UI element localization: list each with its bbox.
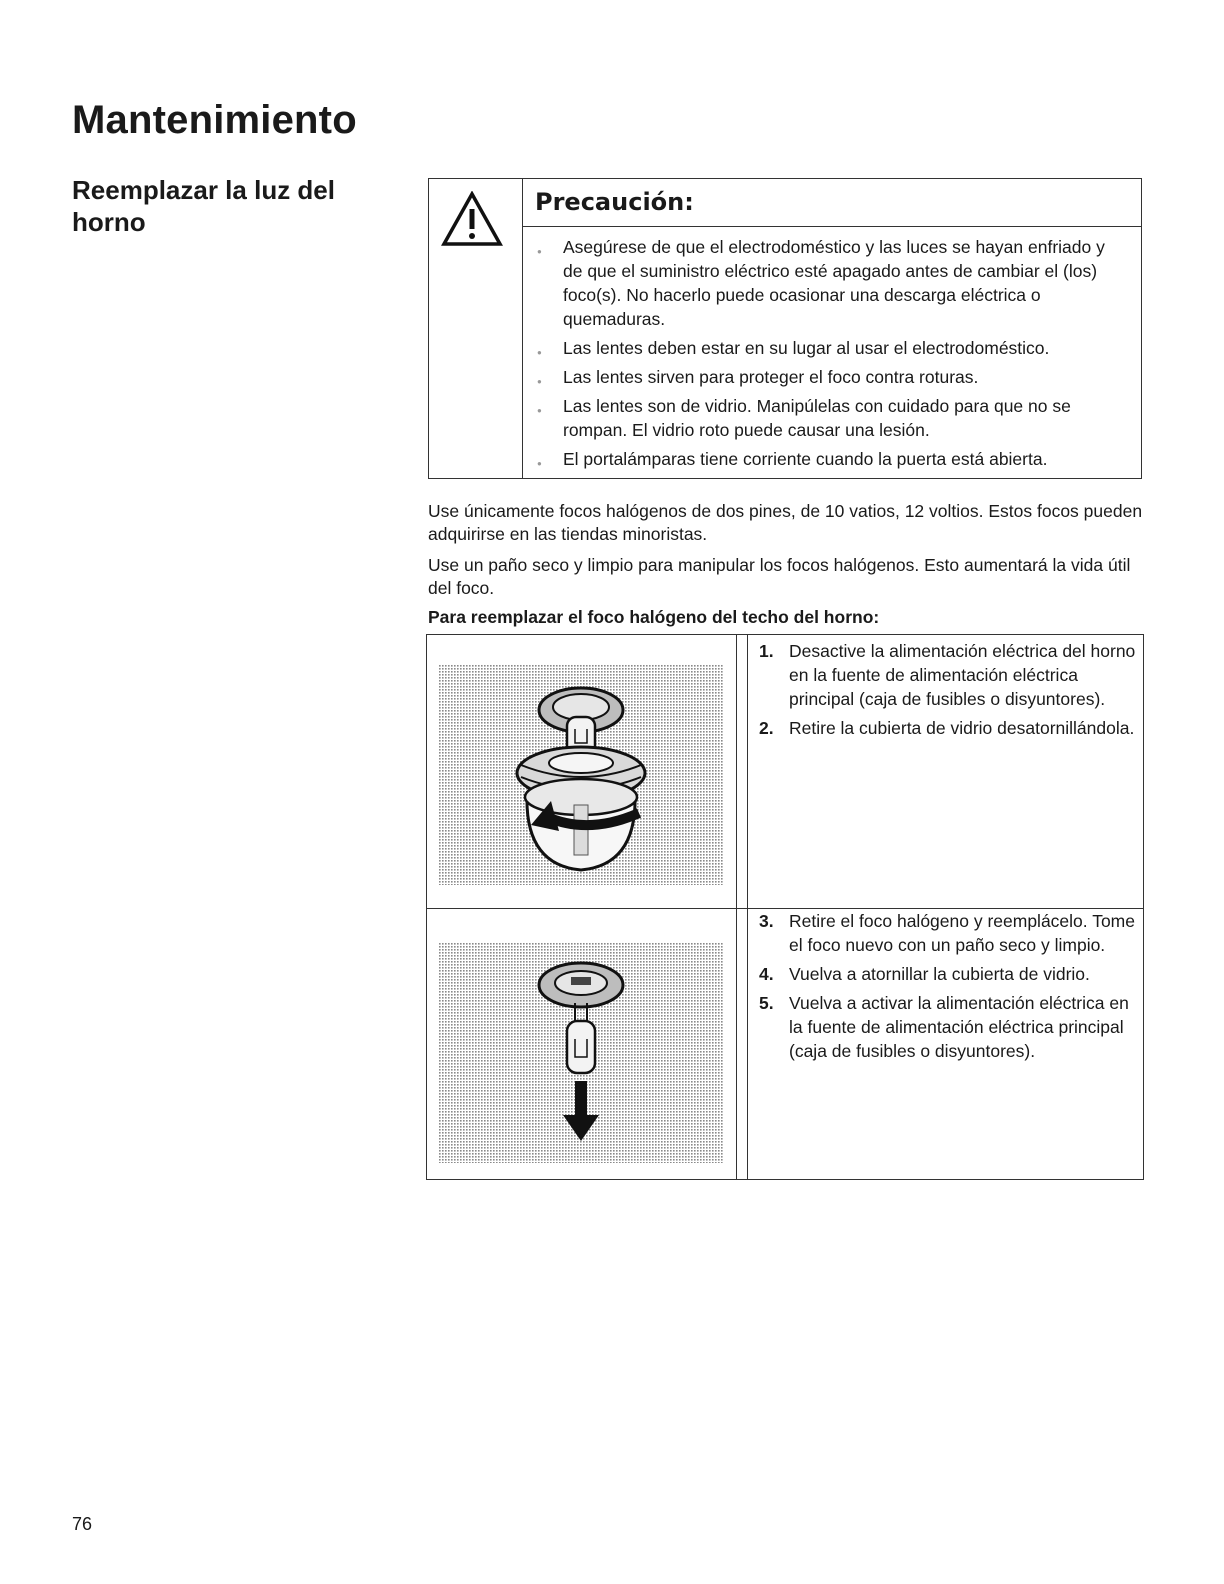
- steps-table: [426, 634, 1144, 1180]
- step-number: 2.: [759, 718, 774, 738]
- caution-icon-column: [429, 179, 523, 478]
- page-number: 76: [72, 1514, 93, 1534]
- bullet-icon: ●: [537, 247, 542, 256]
- caution-item-text: Las lentes deben estar en su lugar al usar el electrodoméstico.: [563, 338, 1050, 358]
- table-divider: [736, 635, 737, 1179]
- step-item: [759, 716, 1137, 740]
- caution-list: [533, 235, 1129, 476]
- caution-item-text: Las lentes sirven para proteger el foco contra roturas.: [563, 367, 979, 387]
- step-item: [759, 909, 1137, 957]
- procedure-heading: Para reemplazar el foco halógeno del techo del horno:: [428, 607, 880, 627]
- caution-box: [428, 178, 1142, 479]
- caution-item: [533, 447, 1129, 471]
- step-text: Retire el foco halógeno y reemplácelo. Tome el foco nuevo con un paño seco y limpio.: [789, 911, 1135, 955]
- step-text: Retire la cubierta de vidrio desatornillándola.: [789, 718, 1135, 738]
- section-title: Reemplazar la luz del horno: [72, 175, 335, 237]
- step-item: [759, 991, 1137, 1063]
- page-title: Mantenimiento: [72, 98, 357, 142]
- step-text: Vuelva a activar la alimentación eléctrica en la fuente de alimentación eléctrica principal (caja de fusibles o disyuntores).: [789, 993, 1129, 1061]
- step-number: 3.: [759, 911, 774, 931]
- caution-item: [533, 394, 1129, 442]
- step-text: Desactive la alimentación eléctrica del horno en la fuente de alimentación eléctrica principal (caja de fusibles o disyuntores).: [789, 641, 1136, 709]
- instruction-paragraph: Use únicamente focos halógenos de dos pines, de 10 vatios, 12 voltios. Estos focos pueden adquirirse en las tiendas minoristas.: [428, 501, 1143, 544]
- remove-glass-cover-illustration: [439, 665, 724, 885]
- caution-item: [533, 235, 1129, 331]
- caution-title: Precaución:: [523, 179, 1141, 227]
- warning-triangle-icon: [441, 191, 503, 247]
- step-text: Vuelva a atornillar la cubierta de vidrio.: [789, 964, 1090, 984]
- bullet-icon: ●: [537, 459, 542, 468]
- remove-halogen-bulb-illustration: [439, 943, 724, 1163]
- caution-item-text: Las lentes son de vidrio. Manipúlelas con cuidado para que no se rompan. El vidrio roto puede causar una lesión.: [563, 396, 1071, 440]
- caution-item: [533, 365, 1129, 389]
- step-item: [759, 962, 1137, 986]
- caution-item-text: El portalámparas tiene corriente cuando la puerta está abierta.: [563, 449, 1048, 469]
- table-divider: [747, 635, 748, 1179]
- steps-list-part-2: [759, 909, 1137, 1068]
- steps-list-part-1: [759, 639, 1137, 745]
- step-number: 4.: [759, 964, 774, 984]
- step-number: 5.: [759, 993, 774, 1013]
- caution-item-text: Asegúrese de que el electrodoméstico y las luces se hayan enfriado y de que el suministro eléctrico esté apagado antes de cambiar el (los) foco(s). No hacerlo puede ocasionar una descarga eléctrica o quemaduras.: [563, 237, 1105, 329]
- caution-item: [533, 336, 1129, 360]
- step-item: [759, 639, 1137, 711]
- bullet-icon: ●: [537, 348, 542, 357]
- bullet-icon: ●: [537, 406, 542, 415]
- bullet-icon: ●: [537, 377, 542, 386]
- instruction-paragraph: Use un paño seco y limpio para manipular los focos halógenos. Esto aumentará la vida útil del foco.: [428, 555, 1131, 598]
- step-number: 1.: [759, 641, 774, 661]
